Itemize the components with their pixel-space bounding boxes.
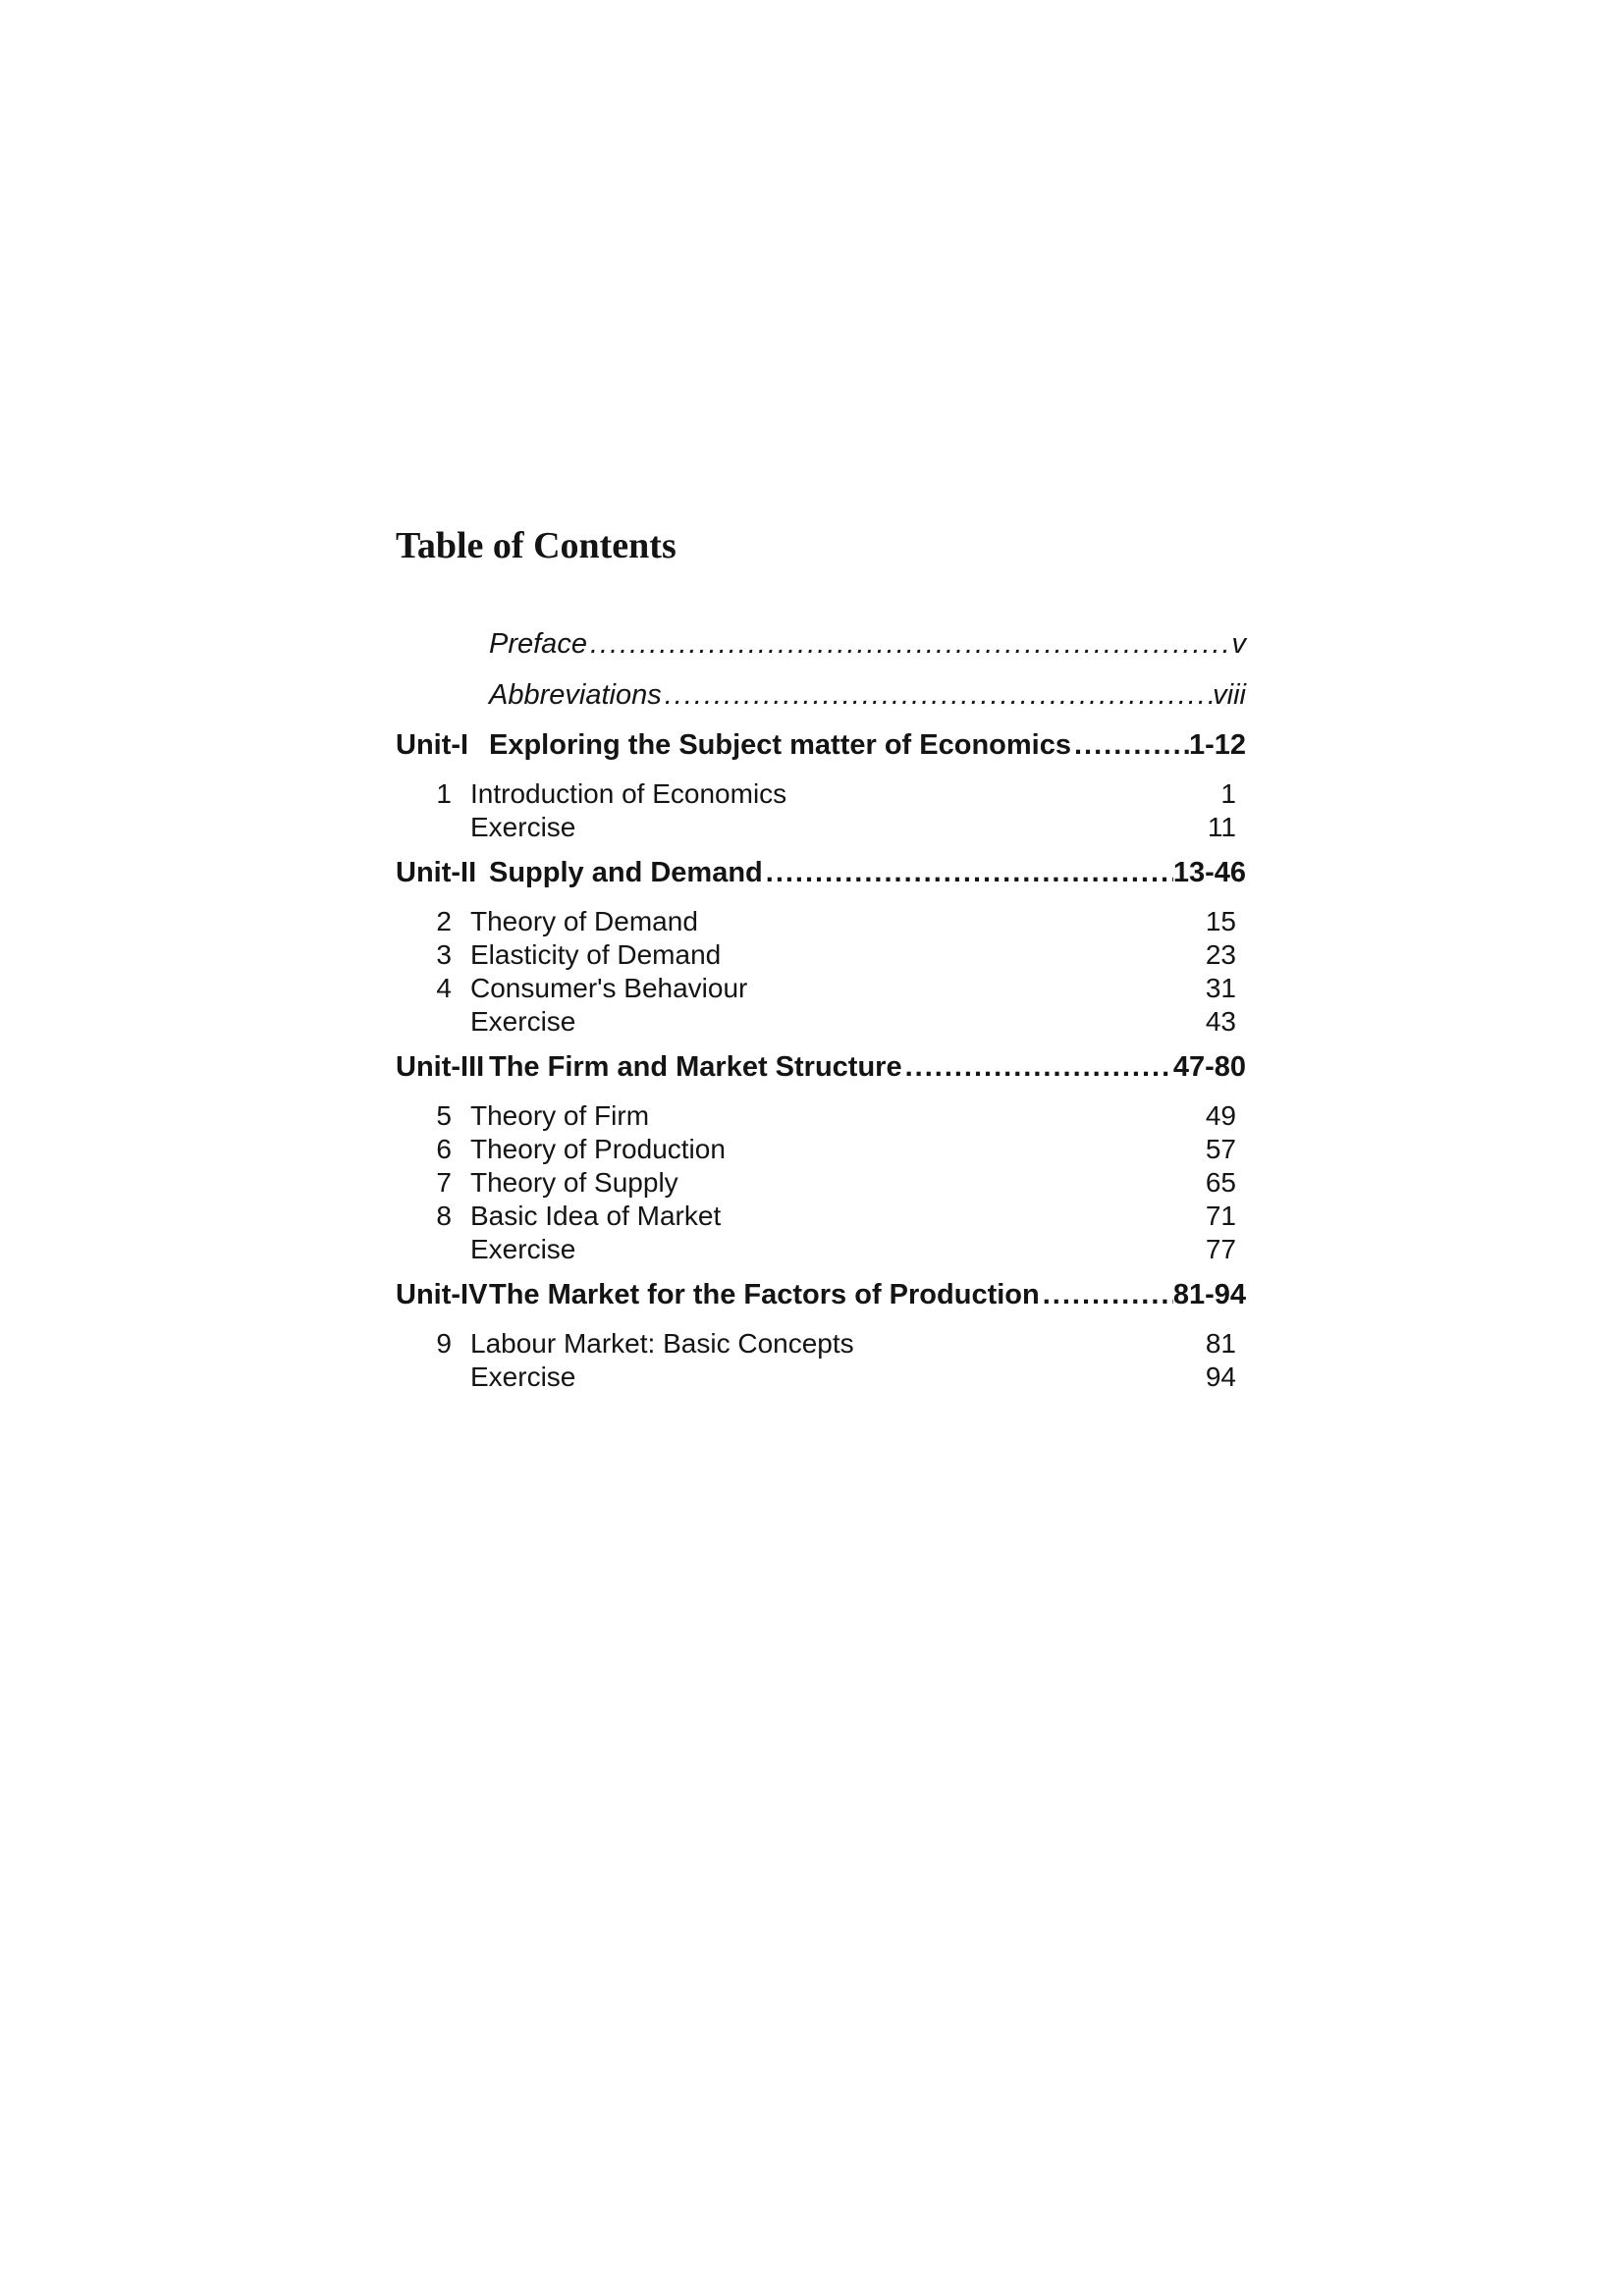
chapter-page: 94 <box>1205 1362 1236 1392</box>
toc-chapter[interactable] <box>396 1166 1246 1200</box>
chapter-page: 65 <box>1205 1167 1236 1198</box>
unit-title: Supply and Demand <box>489 857 763 888</box>
chapter-number: 5 <box>436 1100 452 1131</box>
chapter-page: 81 <box>1205 1328 1236 1359</box>
toc-unit-3[interactable] <box>396 1044 1246 1090</box>
chapter-number: 2 <box>436 906 452 936</box>
chapter-number: 6 <box>436 1134 452 1164</box>
chapter-title: Consumer's Behaviour <box>470 973 748 1003</box>
toc-chapter[interactable] <box>396 1099 1246 1133</box>
unit-pages: 1-12 <box>1188 729 1246 761</box>
chapter-page: 71 <box>1205 1201 1236 1231</box>
chapter-page: 23 <box>1205 939 1236 970</box>
toc-exercise[interactable] <box>396 1233 1246 1266</box>
dot-leader <box>662 669 1213 721</box>
chapter-title: Theory of Production <box>470 1134 726 1164</box>
chapter-title: Exercise <box>470 812 576 842</box>
chapter-number: 8 <box>436 1201 452 1231</box>
chapter-title: Introduction of Economics <box>470 778 787 809</box>
chapter-title: Elasticity of Demand <box>470 939 722 970</box>
toc-front-matter-preface[interactable] <box>396 618 1246 669</box>
dot-leader <box>763 850 1173 895</box>
toc-chapter[interactable] <box>396 1133 1246 1166</box>
unit-label: Unit-IV <box>396 1279 488 1310</box>
chapter-number: 7 <box>436 1167 452 1198</box>
chapter-number: 4 <box>436 973 452 1003</box>
dot-leader <box>902 1044 1173 1090</box>
chapter-title: Exercise <box>470 1006 576 1037</box>
chapter-page: 49 <box>1205 1100 1236 1131</box>
dot-leader <box>1040 1272 1173 1317</box>
toc-chapter[interactable] <box>396 938 1246 972</box>
front-matter-page: viii <box>1213 679 1246 711</box>
chapter-number: 1 <box>436 778 452 809</box>
toc-exercise[interactable] <box>396 1005 1246 1039</box>
chapter-title: Exercise <box>470 1362 576 1392</box>
unit-title: The Firm and Market Structure <box>489 1051 902 1083</box>
front-matter-page: v <box>1231 628 1246 660</box>
chapter-title: Basic Idea of Market <box>470 1201 722 1231</box>
toc-unit-2[interactable] <box>396 850 1246 895</box>
chapter-page: 57 <box>1205 1134 1236 1164</box>
toc-chapter[interactable] <box>396 905 1246 938</box>
chapter-title: Exercise <box>470 1234 576 1264</box>
chapter-page: 1 <box>1220 778 1236 809</box>
table-of-contents <box>396 618 1246 1394</box>
toc-title: Table of Contents <box>396 525 677 566</box>
chapter-title: Labour Market: Basic Concepts <box>470 1328 854 1359</box>
toc-chapter[interactable] <box>396 972 1246 1005</box>
chapter-page: 31 <box>1205 973 1236 1003</box>
chapter-page: 15 <box>1205 906 1236 936</box>
unit-pages: 47-80 <box>1172 1051 1246 1083</box>
toc-unit-1[interactable] <box>396 722 1246 768</box>
front-matter-title: Abbreviations <box>489 679 662 711</box>
dot-leader <box>1071 722 1189 768</box>
chapter-title: Theory of Demand <box>470 906 698 936</box>
unit-pages: 81-94 <box>1172 1279 1246 1310</box>
front-matter-title: Preface <box>489 628 587 660</box>
unit-title: The Market for the Factors of Production <box>489 1279 1040 1310</box>
chapter-title: Theory of Supply <box>470 1167 678 1198</box>
unit-label: Unit-II <box>396 857 477 888</box>
unit-label: Unit-I <box>396 729 469 761</box>
toc-chapter[interactable] <box>396 1200 1246 1233</box>
toc-unit-4[interactable] <box>396 1272 1246 1317</box>
dot-leader <box>587 618 1232 669</box>
toc-exercise[interactable] <box>396 811 1246 844</box>
toc-front-matter-abbreviations[interactable] <box>396 669 1246 721</box>
toc-chapter[interactable] <box>396 1327 1246 1361</box>
toc-exercise[interactable] <box>396 1361 1246 1394</box>
toc-chapter[interactable] <box>396 777 1246 811</box>
unit-label: Unit-III <box>396 1051 485 1083</box>
chapter-number: 3 <box>436 939 452 970</box>
chapter-page: 43 <box>1205 1006 1236 1037</box>
chapter-number: 9 <box>436 1328 452 1359</box>
chapter-page: 77 <box>1205 1234 1236 1264</box>
chapter-title: Theory of Firm <box>470 1100 650 1131</box>
chapter-page: 11 <box>1207 812 1236 842</box>
unit-title: Exploring the Subject matter of Economics <box>489 729 1071 761</box>
unit-pages: 13-46 <box>1172 857 1246 888</box>
